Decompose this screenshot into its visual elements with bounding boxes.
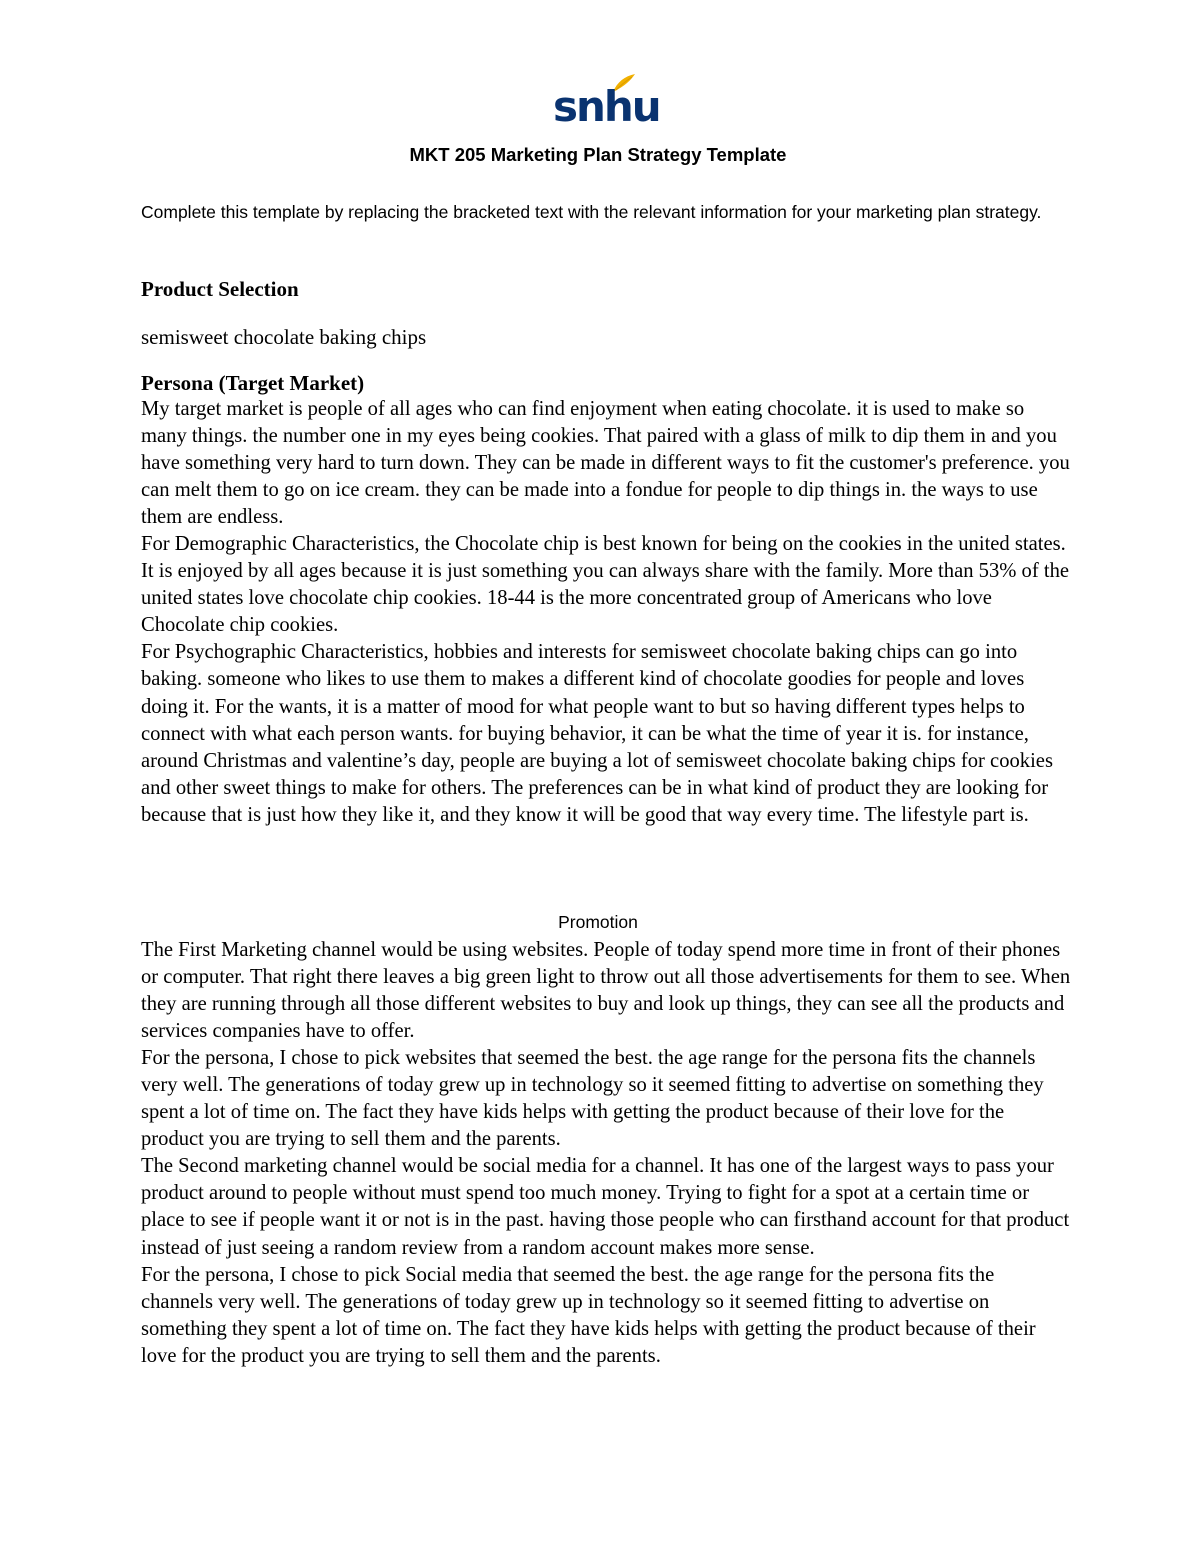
template-instructions: Complete this template by replacing the bracketed text with the relevant information for your marketing plan strategy. <box>141 202 1042 222</box>
persona-paragraph: For Demographic Characteristics, the Chocolate chip is best known for being on the cookies in the united states. It is enjoyed by all ages because it is just something you can always share with the family. More than 53% of the united states love chocolate chip cookies. 18-44 is the more concentrated group of Americans who love Chocolate chip cookies. <box>141 533 1070 637</box>
persona-paragraph: For Psychographic Characteristics, hobbies and interests for semisweet chocolate baking chips can go into baking. someone who likes to use them to makes a different kind of chocolate goodies for people and loves doing it. For the wants, it is a matter of mood for what people want to but so having different types helps to connect with what each person wants. for buying behavior, it can be what the time of year it is. for instance, around Christmas and valentine’s day, people are buying a lot of semisweet chocolate baking chips for cookies and other sweet things to make for others. The preferences can be in what kind of product they are looking for because that is just how they like it, and they know it will be good that way every time. The lifestyle part is. <box>141 641 1053 826</box>
persona-heading: Persona (Target Market) <box>141 371 365 395</box>
product-selection-heading: Product Selection <box>141 277 299 301</box>
promotion-paragraph: The First Marketing channel would be using websites. People of today spend more time in front of their phones or computer. That right there leaves a big green light to throw out all those advertisements for them to see. When they are running through all those different websites to buy and look up things, they can see all the products and services companies have to offer. <box>141 939 1071 1043</box>
promotion-paragraph: The Second marketing channel would be social media for a channel. It has one of the largest ways to pass your product around to people without must spend too much money. Trying to fight for a spot at a certain time or place to see if people want it or not is in the past. having those people who can firsthand account for that product instead of just seeing a random review from a random account makes more sense. <box>141 1155 1070 1259</box>
promotion-heading: Promotion <box>558 912 638 932</box>
promotion-paragraph: For the persona, I chose to pick Social media that seemed the best. the age range for the persona fits the channels very well. The generations of today grew up in technology so it seemed fitting to advertise on something they spent a lot of time on. The fact they have kids helps with getting the product because of their love for the product you are trying to sell them and the parents. <box>141 1263 1036 1367</box>
persona-paragraph: My target market is people of all ages who can find enjoyment when eating chocolate. it is used to make so many things. the number one in my eyes being cookies. That paired with a glass of milk to dip them in and you have something very hard to turn down. They can be made in different ways to fit the customer's preference. you can melt them to go on ice cream. they can be made into a fondue for people to dip things in. the ways to use them are endless. <box>141 398 1070 529</box>
logo-wordmark: snhu <box>553 82 660 131</box>
document-title: MKT 205 Marketing Plan Strategy Template <box>409 144 787 165</box>
persona-body <box>141 396 1071 829</box>
snhu-logo <box>553 72 660 134</box>
product-selection-text: semisweet chocolate baking chips <box>141 325 427 349</box>
promotion-body <box>141 937 1071 1370</box>
promotion-paragraph: For the persona, I chose to pick websites that seemed the best. the age range for the persona fits the channels very well. The generations of today grew up in technology so it seemed fitting to advertise on something they spent a lot of time on. The fact they have kids helps with getting the product because of their love for the product you are trying to sell them and the parents. <box>141 1047 1044 1151</box>
